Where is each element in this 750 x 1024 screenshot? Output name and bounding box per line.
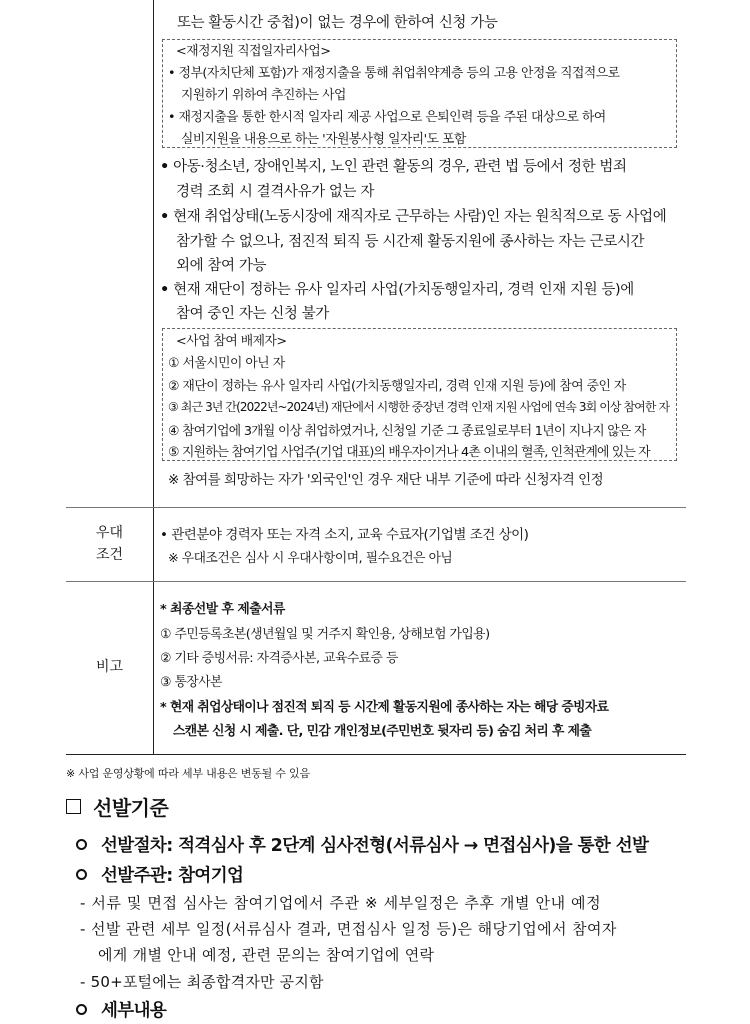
dash-item-cont: 에게 개별 안내 예정, 관련 문의는 참여기업에 연락 <box>98 946 435 964</box>
square-icon <box>66 799 81 814</box>
dash-item: - 서류 및 면접 심사는 참여기업에서 주관 ※ 세부일정은 추후 개별 안내 예정 <box>80 894 602 912</box>
eligibility-bullet: • 현재 취업상태(노동시장에 재직자로 근무하는 사람)인 자는 원칙적으로 동 사업에 <box>160 209 667 225</box>
remarks-label: 비고 <box>95 659 124 675</box>
foreigner-note: ※ 참여를 희망하는 자가 '외국인'인 경우 재단 내부 기준에 따라 신청자격 인정 <box>168 472 604 488</box>
exclusion-item: ① 서울시민이 아닌 자 <box>168 356 285 371</box>
exclusion-item: ⑤ 지원하는 참여기업 사업주(기업 대표)의 배우자이거나 4촌 이내의 혈족, 인척관계에 있는 자 <box>168 445 650 460</box>
selection-process-item: 선발절차: 적격심사 후 2단계 심사전형(서류심사 → 면접심사)을 통한 선발 <box>76 832 648 857</box>
eligibility-bullet: • 아동·청소년, 장애인복지, 노인 관련 활동의 경우, 관련 법 등에서 정한 범죄 <box>160 159 627 175</box>
box-title: <재정지원 직접일자리사업> <box>176 44 331 59</box>
dash-item: - 50+포털에는 최종합격자만 공지함 <box>80 973 324 991</box>
exclusion-item: ② 재단이 정하는 유사 일자리 사업(가치동행일자리, 경력 인재 지원 등)에 참여 중인 자 <box>168 379 626 394</box>
box-title: <사업 참여 배제자> <box>176 334 287 349</box>
document-item: ① 주민등록초본(생년월일 및 거주지 확인용, 상해보험 가입용) <box>160 627 490 642</box>
box-bullet-cont: 지원하기 위하여 추진하는 사업 <box>181 88 346 103</box>
preference-note: ※ 우대조건은 심사 시 우대사항이며, 필수요건은 아님 <box>168 551 453 566</box>
exclusion-item: ④ 참여기업에 3개월 이상 취업하였거나, 신청일 기준 그 종료일로부터 1년이 지나지 않은 자 <box>168 424 646 439</box>
box-bullet-cont: 실비지원을 내용으로 하는 '자원봉사형 일자리'도 포함 <box>181 132 466 147</box>
section-heading: 선발기준 <box>66 792 168 821</box>
remarks-heading: * 최종선발 후 제출서류 <box>160 602 285 617</box>
eligibility-bullet: • 현재 재단이 정하는 유사 일자리 사업(가치동행일자리, 경력 인재 지원 등)에 <box>160 282 634 298</box>
footnote: ※ 사업 운영상황에 따라 세부 내용은 변동될 수 있음 <box>66 767 310 780</box>
document-item: ③ 통장사본 <box>160 675 222 690</box>
eligibility-bullet-cont: 외에 참여 가능 <box>176 258 267 274</box>
row-divider <box>66 507 686 508</box>
preference-label: 우대 조건 <box>95 525 124 563</box>
dash-item: - 선발 관련 세부 일정(서류심사 결과, 면접심사 일정 등)은 해당기업에서 참여자 <box>80 920 617 938</box>
eligibility-bullet-cont: 경력 조회 시 결격사유가 없는 자 <box>176 184 374 200</box>
remarks-note-cont: 스캔본 신청 시 제출. 단, 민감 개인정보(주민번호 뒷자리 등) 숨김 처리 후 제출 <box>173 724 592 739</box>
circle-bullet-icon <box>76 869 87 880</box>
exclusion-item: ③ 최근 3년 간(2022년~2024년) 재단에서 시행한 중장년 경력 인재 지원 사업에 연속 3회 이상 참여한 자 <box>168 400 670 414</box>
circle-bullet-icon <box>76 839 87 850</box>
document-item: ② 기타 증빙서류: 자격증사본, 교육수료증 등 <box>160 651 398 666</box>
remarks-note: * 현재 취업상태이나 점진적 퇴직 등 시간제 활동지원에 종사하는 자는 해당 증빙자료 <box>160 700 609 715</box>
circle-bullet-icon <box>76 1004 87 1015</box>
preference-bullet: • 관련분야 경력자 또는 자격 소지, 교육 수료자(기업별 조건 상이) <box>160 527 529 543</box>
table-bottom-border <box>66 754 686 755</box>
eligibility-continuation: 또는 활동시간 중첩)이 없는 경우에 한하여 신청 가능 <box>177 15 498 31</box>
eligibility-bullet-cont: 참여 중인 자는 신청 불가 <box>176 306 329 322</box>
selection-host-item: 선발주관: 참여기업 <box>76 862 243 887</box>
box-bullet: • 정부(자치단체 포함)가 재정지출을 통해 취업취약계층 등의 고용 안정을 직접적으로 <box>168 66 620 81</box>
eligibility-bullet-cont: 참가할 수 없으나, 점진적 퇴직 등 시간제 활동지원에 종사하는 자는 근로시간 <box>176 234 645 250</box>
table-column-divider <box>153 0 154 755</box>
box-bullet: • 재정지출을 통한 한시적 일자리 제공 사업으로 은퇴인력 등을 주된 대상으로 하여 <box>168 110 606 125</box>
row-divider <box>66 581 686 582</box>
details-item: 세부내용 <box>76 997 166 1022</box>
